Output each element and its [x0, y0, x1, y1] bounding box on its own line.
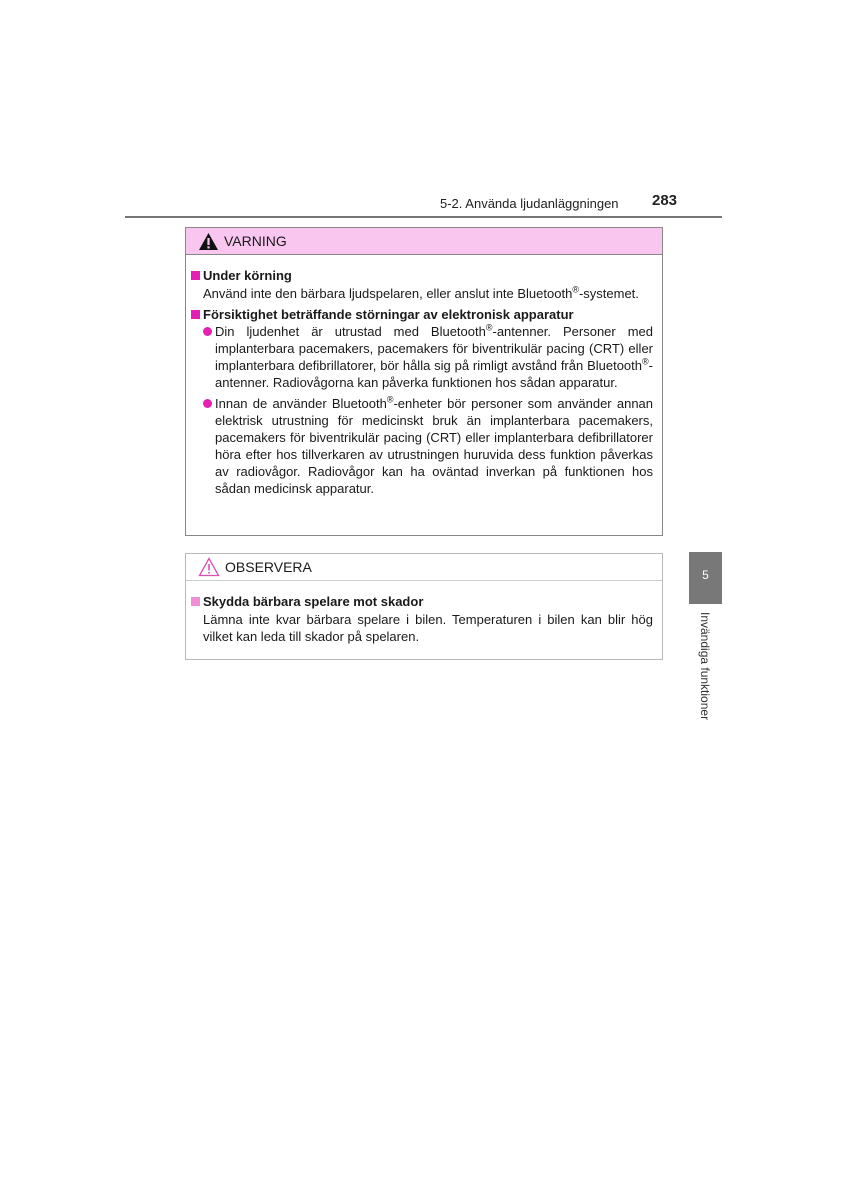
square-bullet-icon	[191, 597, 200, 606]
section-title: 5-2. Använda ljudanläggningen	[440, 196, 619, 211]
notice-box	[185, 553, 663, 660]
warning-bullet-medical-equipment: Innan de använder Bluetooth®-enheter bör personer som använder annan elektrisk utrustning för medicinskt bruk än implanterbara pacemakers, pacemakers för biventrikulär pacing (CRT) eller implanterbara defibrillatorer höra efter hos tillverkaren av utrustningen huruvida dess funktion påverkas av radiovågor. Radiovågor kan ha oväntad inverkan på funktionen hos sådan medicinsk apparatur.	[190, 395, 653, 497]
chapter-tab: 5	[689, 552, 722, 604]
warning-header	[186, 228, 662, 255]
warning-subheading-driving: Under körning	[190, 267, 653, 284]
round-bullet-icon	[203, 327, 212, 336]
notice-header	[186, 554, 662, 581]
chapter-label: Invändiga funktioner	[698, 612, 712, 721]
warning-paragraph-driving: Använd inte den bärbara ljudspelaren, eller anslut inte Bluetooth®-systemet.	[203, 284, 639, 301]
caution-triangle-icon	[198, 557, 220, 577]
warning-title: VARNING	[224, 233, 287, 249]
notice-paragraph: Lämna inte kvar bärbara spelare i bilen. Temperaturen i bilen kan blir hög vilket kan leda till skador på spelaren.	[203, 612, 653, 644]
notice-subheading: Skydda bärbara spelare mot skador	[190, 593, 653, 610]
square-bullet-icon	[191, 310, 200, 319]
page-number: 283	[652, 192, 678, 209]
notice-body	[186, 581, 662, 645]
round-bullet-icon	[203, 399, 212, 408]
notice-title: OBSERVERA	[225, 559, 312, 575]
header-rule	[125, 216, 722, 218]
warning-bullet-pacemakers: Din ljudenhet är utrustad med Bluetooth®-antenner. Personer med implanterbara pacemakers, pacemakers för biventrikulär pacing (CRT) eller implanterbara defibrillatorer, bör hålla sig på rimligt avstånd från Bluetooth®-antenner. Radiovågorna kan påverka funktionen hos sådan apparatur.	[190, 323, 653, 391]
warning-box	[185, 227, 663, 536]
warning-subheading-interference: Försiktighet beträffande störningar av elektronisk apparatur	[190, 306, 653, 323]
warning-body	[186, 255, 662, 497]
warning-triangle-icon	[198, 232, 219, 251]
square-bullet-icon	[191, 271, 200, 280]
